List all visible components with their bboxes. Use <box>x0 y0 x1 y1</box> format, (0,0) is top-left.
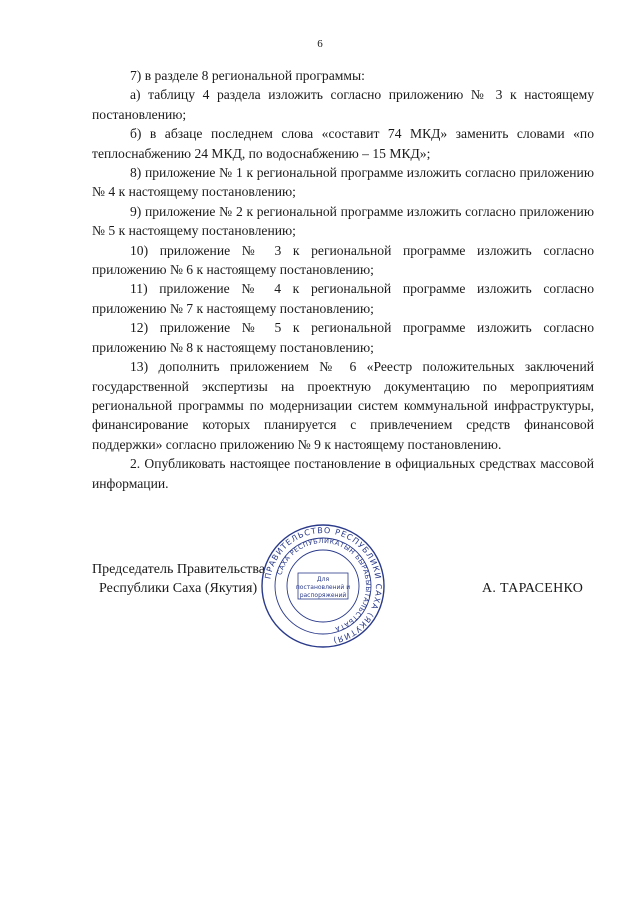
seal-center-line: распоряжений <box>299 592 347 599</box>
document-body <box>92 66 594 493</box>
seal-center-line: Для <box>316 576 330 583</box>
paragraph: 9) приложение № 2 к региональной программе изложить согласно приложению № 5 к настоящему постановлению; <box>92 203 594 239</box>
paragraph: 13) дополнить приложением № 6 «Реестр положительных заключений государственной экспертизы на проектную документацию по мероприятиям региональной программы по модернизации систем коммунальной инфраструктуры, финансирование которых планируется с привлечением средств финансовой поддержки» согласно приложению № 9 к настоящему постановлению. <box>92 359 594 452</box>
paragraph: 11) приложение № 4 к региональной программе изложить согласно приложению № 7 к настоящему постановлению; <box>92 281 594 316</box>
paragraph: а) таблицу 4 раздела изложить согласно приложению № 3 к настоящему постановлению; <box>92 87 594 122</box>
paragraph: б) в абзаце последнем слова «составит 74 МКД» заменить словами «по теплоснабжению 24 МКД, по водоснабжению – 15 МКД»; <box>92 126 594 161</box>
seal-inner-text: САХА РЕСПУБЛИКАТЫН БЫРАБЫЫТАЛЬСТБАТА <box>275 536 373 634</box>
signatory-title-line-1: Председатель Правительства <box>92 562 265 577</box>
seal-center-line: постановлений и <box>295 584 351 591</box>
paragraph: 12) приложение № 5 к региональной программе изложить согласно приложению № 8 к настоящему постановлению; <box>92 320 594 355</box>
paragraph: 2. Опубликовать настоящее постановление в официальных средствах массовой информации. <box>92 456 594 491</box>
official-seal <box>260 523 386 649</box>
signatory-title-line-2: Республики Саха (Якутия) <box>99 581 258 596</box>
signatory-name: А. ТАРАСЕНКО <box>482 581 584 596</box>
page-number: 6 <box>317 38 323 50</box>
seal-outer-text: ПРАВИТЕЛЬСТВО РЕСПУБЛИКИ САХА (ЯКУТИЯ) <box>263 525 384 646</box>
paragraph: 8) приложение № 1 к региональной программе изложить согласно приложению № 4 к настоящему постановлению; <box>92 165 594 200</box>
paragraph: 7) в разделе 8 региональной программы: <box>130 68 365 83</box>
paragraph: 10) приложение № 3 к региональной программе изложить согласно приложению № 6 к настоящему постановлению; <box>92 242 594 278</box>
